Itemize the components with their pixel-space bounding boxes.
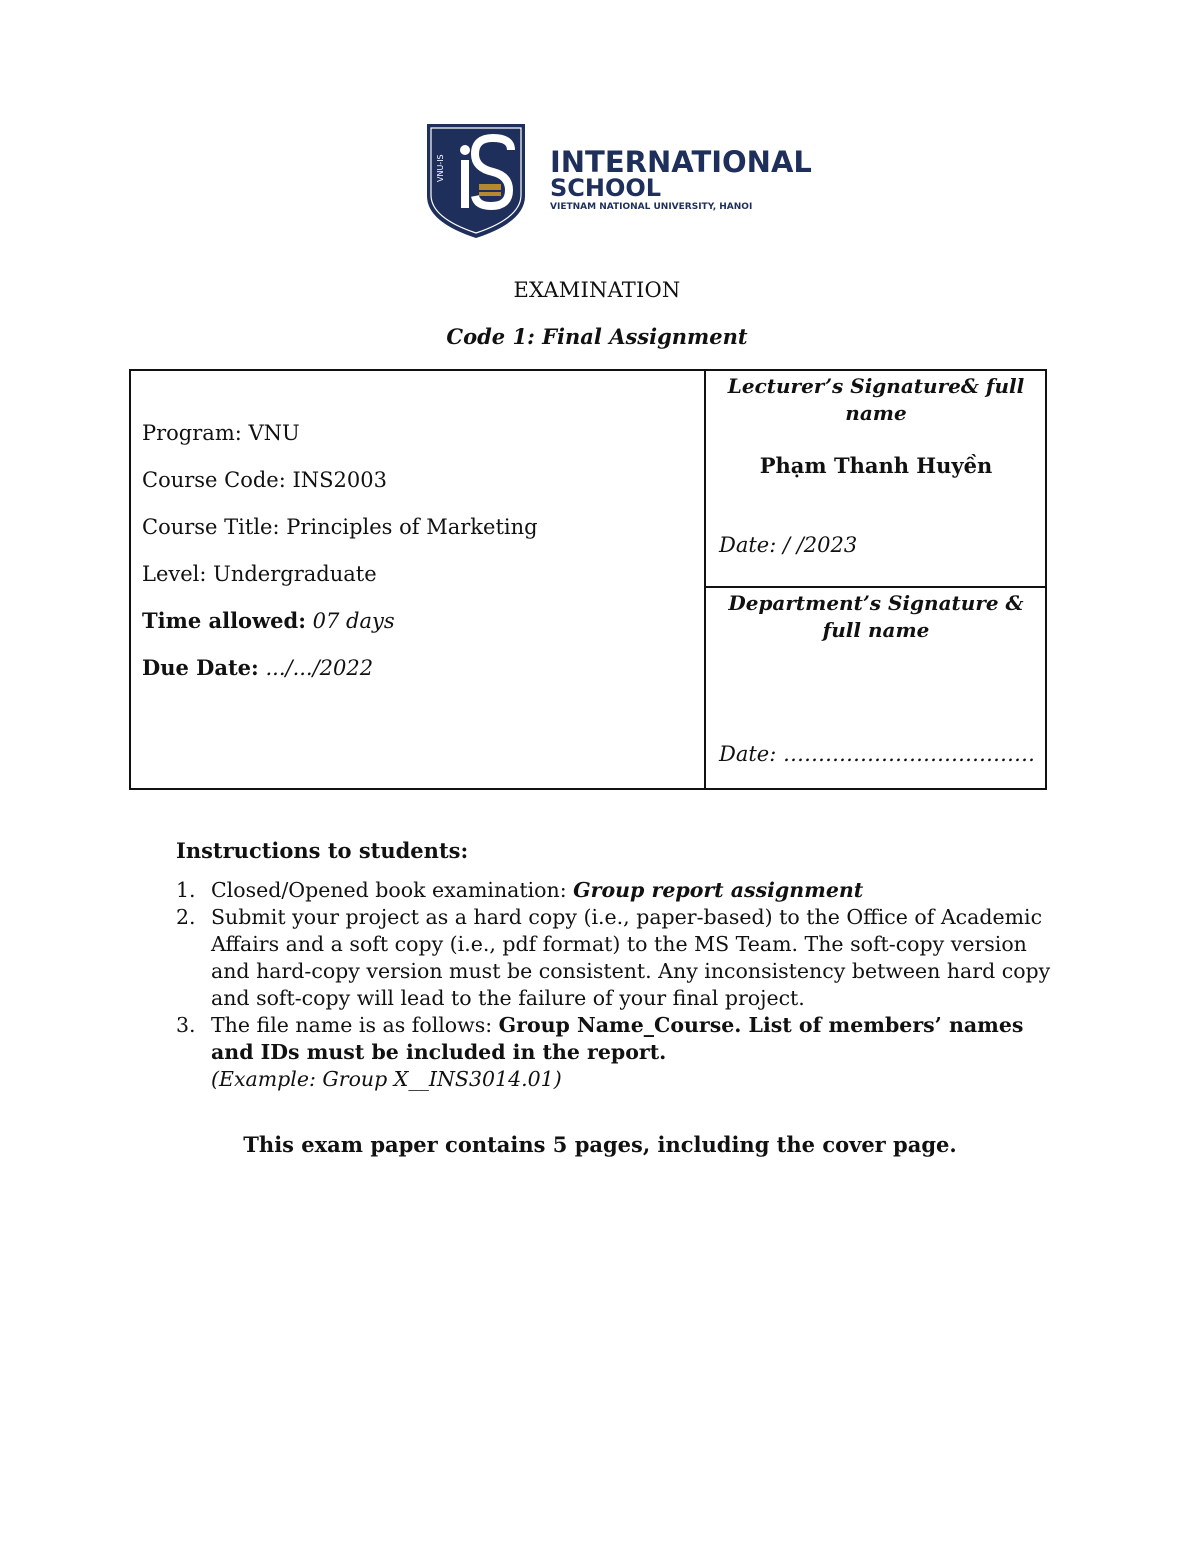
instruction-emphasis: Group Name_Course. List of members’ names and IDs must be included in the report. [211,1013,1024,1064]
lecturer-name: Phạm Thanh Huyền [759,453,993,478]
emblem-text: VNU-IS [436,154,445,182]
instruction-text: Closed/Opened book examination: [211,878,574,902]
page-count-note: This exam paper contains 5 pages, including the cover page. [243,1132,957,1157]
due-date-label: Due Date: [142,655,259,680]
course-info-table [129,369,1047,790]
lecturer-signature-heading: Lecturer’s Signature& full name [727,374,1025,425]
instruction-text: The file name is as follows: [211,1013,499,1037]
table-divider-vertical [704,371,706,788]
time-allowed-field [142,605,697,652]
list-number: 3. [176,1013,196,1037]
list-item [176,877,1066,904]
level-field: Level: Undergraduate [142,562,377,586]
exam-code: Code 1: Final Assignment [446,324,748,349]
due-date-value: .../.../2022 [265,656,374,680]
lecturer-date: Date: / /2023 [719,533,858,557]
time-allowed-value: 07 days [312,609,395,633]
department-signature-cell [707,588,1045,788]
instruction-example: (Example: Group X__INS3014.01) [211,1067,562,1091]
program-field: Program: VNU [142,421,300,445]
list-number: 1. [176,878,196,902]
instructions-list [176,877,1066,1093]
department-date: Date: ……………………………… [719,742,1035,766]
list-item [176,1012,1066,1093]
department-signature-heading: Department’s Signature & full name [728,591,1024,642]
course-title-field: Course Title: Principles of Marketing [142,515,538,539]
list-number: 2. [176,905,196,929]
course-details-cell [142,417,697,699]
logo-line-1: INTERNATIONAL [550,145,812,179]
course-code-field: Course Code: INS2003 [142,468,387,492]
list-item [176,904,1066,1012]
instruction-emphasis: Group report assignment [573,878,864,902]
logo-line-2: SCHOOL [550,174,662,202]
due-date-field [142,652,697,699]
logo-line-3: VIETNAM NATIONAL UNIVERSITY, HANOI [550,202,753,212]
time-allowed-label: Time allowed: [142,608,306,633]
instructions-title: Instructions to students: [176,838,469,863]
school-logo [425,122,812,240]
instruction-text: Submit your project as a hard copy (i.e., paper-based) to the Office of Academic Affairs and a soft copy (i.e., pdf format) to the MS Team. The soft-copy version and hard-copy version must be consistent. Any inconsistency between hard copy and soft-copy will lead to the failure of your final project. [211,905,1051,1010]
lecturer-signature-cell [707,371,1045,585]
exam-title: EXAMINATION [513,278,681,302]
